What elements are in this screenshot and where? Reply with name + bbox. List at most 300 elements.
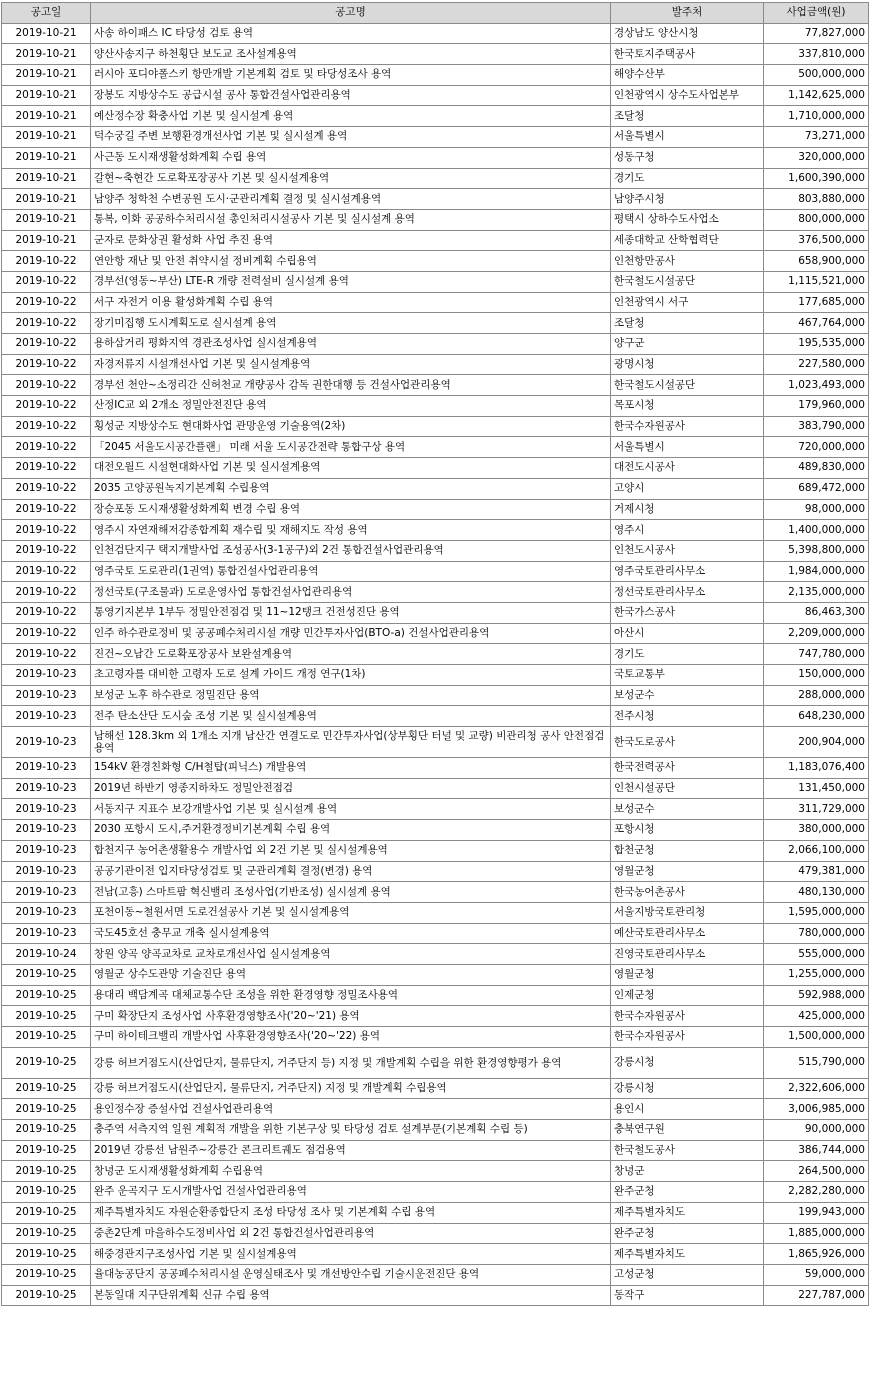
header-date: 공고일 [2, 3, 91, 24]
cell-org: 진영국토관리사무소 [611, 944, 764, 965]
cell-amount: 77,827,000 [764, 23, 869, 44]
cell-date: 2019-10-25 [2, 1223, 91, 1244]
cell-amount: 1,183,076,400 [764, 758, 869, 779]
table-row [2, 1182, 869, 1203]
cell-name: 제주특별자치도 자원순환종합단지 조성 타당성 조사 및 기본계획 수립 용역 [91, 1202, 611, 1223]
cell-amount: 1,500,000,000 [764, 1027, 869, 1048]
table-row [2, 292, 869, 313]
cell-org: 인천도시공사 [611, 540, 764, 561]
cell-date: 2019-10-23 [2, 665, 91, 686]
cell-amount: 177,685,000 [764, 292, 869, 313]
cell-amount: 1,023,493,000 [764, 375, 869, 396]
cell-name: 2030 포항시 도시,주거환경정비기본계획 수립 용역 [91, 820, 611, 841]
table-row [2, 840, 869, 861]
cell-amount: 227,580,000 [764, 354, 869, 375]
table-row [2, 602, 869, 623]
cell-name: 공공기관이전 입지타당성검토 및 군관리계획 결정(변경) 용역 [91, 861, 611, 882]
cell-name: 용하삼거리 평화지역 경관조성사업 실시설계용역 [91, 334, 611, 355]
cell-amount: 1,255,000,000 [764, 964, 869, 985]
cell-org: 동작구 [611, 1285, 764, 1306]
cell-org: 한국수자원공사 [611, 1006, 764, 1027]
cell-name: 군자로 문화상권 활성화 사업 추진 용역 [91, 230, 611, 251]
cell-amount: 337,810,000 [764, 44, 869, 65]
table-row [2, 65, 869, 86]
cell-date: 2019-10-22 [2, 334, 91, 355]
cell-amount: 1,984,000,000 [764, 561, 869, 582]
cell-org: 해양수산부 [611, 65, 764, 86]
cell-name: 연안항 재난 및 안전 취약시설 정비계획 수립용역 [91, 251, 611, 272]
table-row [2, 437, 869, 458]
cell-date: 2019-10-23 [2, 902, 91, 923]
table-row [2, 520, 869, 541]
cell-name: 2035 고양공원녹지기본계획 수립용역 [91, 478, 611, 499]
cell-org: 한국토지주택공사 [611, 44, 764, 65]
cell-amount: 320,000,000 [764, 147, 869, 168]
cell-amount: 2,066,100,000 [764, 840, 869, 861]
table-row [2, 375, 869, 396]
cell-org: 세종대학교 산학협력단 [611, 230, 764, 251]
cell-amount: 658,900,000 [764, 251, 869, 272]
cell-org: 정선국토관리사무소 [611, 582, 764, 603]
table-row [2, 1140, 869, 1161]
cell-amount: 98,000,000 [764, 499, 869, 520]
cell-amount: 131,450,000 [764, 778, 869, 799]
cell-org: 한국수자원공사 [611, 416, 764, 437]
cell-name: 국도45호선 충무교 개축 실시설계용역 [91, 923, 611, 944]
cell-name: 전주 탄소산단 도시숲 조성 기본 및 실시설계용역 [91, 706, 611, 727]
cell-name: 인주 하수관로정비 및 공공폐수처리시설 개량 민간투자사업(BTO-a) 건설사업관리용역 [91, 623, 611, 644]
table-row [2, 778, 869, 799]
cell-name: 충주역 서측지역 일원 계획적 개발을 위한 기본구상 및 타당성 검토 설계부문(기본계획 수립 등) [91, 1120, 611, 1141]
cell-date: 2019-10-25 [2, 1140, 91, 1161]
cell-org: 영주시 [611, 520, 764, 541]
cell-amount: 195,535,000 [764, 334, 869, 355]
cell-org: 조달청 [611, 106, 764, 127]
cell-name: 예산정수장 확충사업 기본 및 실시설계 용역 [91, 106, 611, 127]
cell-org: 영주국토관리사무소 [611, 561, 764, 582]
cell-name: 구미 하이테크밸리 개발사업 사후환경영향조사('20~'22) 용역 [91, 1027, 611, 1048]
cell-date: 2019-10-21 [2, 65, 91, 86]
cell-amount: 150,000,000 [764, 665, 869, 686]
cell-org: 경상남도 양산시청 [611, 23, 764, 44]
cell-date: 2019-10-23 [2, 923, 91, 944]
cell-date: 2019-10-22 [2, 478, 91, 499]
cell-date: 2019-10-22 [2, 602, 91, 623]
cell-org: 인천광역시 상수도사업본부 [611, 85, 764, 106]
cell-amount: 515,790,000 [764, 1047, 869, 1078]
header-name: 공고명 [91, 3, 611, 24]
cell-date: 2019-10-22 [2, 458, 91, 479]
cell-amount: 5,398,800,000 [764, 540, 869, 561]
cell-org: 서울특별시 [611, 127, 764, 148]
table-row [2, 799, 869, 820]
cell-date: 2019-10-21 [2, 168, 91, 189]
cell-amount: 227,787,000 [764, 1285, 869, 1306]
cell-amount: 2,282,280,000 [764, 1182, 869, 1203]
cell-date: 2019-10-23 [2, 799, 91, 820]
cell-date: 2019-10-22 [2, 623, 91, 644]
cell-amount: 2,322,606,000 [764, 1078, 869, 1099]
table-row [2, 923, 869, 944]
cell-name: 2019년 강릉선 남원주~강릉간 콘크리트궤도 점검용역 [91, 1140, 611, 1161]
cell-org: 인천시설공단 [611, 778, 764, 799]
cell-name: 자경저류지 시설개선사업 기본 및 실시설계용역 [91, 354, 611, 375]
cell-org: 창녕군 [611, 1161, 764, 1182]
cell-name: 덕수궁길 주변 보행환경개선사업 기본 및 실시설계 용역 [91, 127, 611, 148]
cell-name: 창원 양곡 양곡교차로 교차로개선사업 실시설계용역 [91, 944, 611, 965]
cell-amount: 800,000,000 [764, 209, 869, 230]
table-row [2, 168, 869, 189]
cell-name: 사송 하이패스 IC 타당성 검토 용역 [91, 23, 611, 44]
cell-org: 한국철도시설공단 [611, 375, 764, 396]
cell-amount: 2,135,000,000 [764, 582, 869, 603]
cell-date: 2019-10-22 [2, 540, 91, 561]
cell-name: 중촌2단계 마을하수도정비사업 외 2건 통합건설사업관리용역 [91, 1223, 611, 1244]
cell-amount: 479,381,000 [764, 861, 869, 882]
cell-name: 통복, 이화 공공하수처리시설 총인처리시설공사 기본 및 실시설계 용역 [91, 209, 611, 230]
cell-org: 대전도시공사 [611, 458, 764, 479]
table-row [2, 1223, 869, 1244]
cell-name: 창녕군 도시재생활성화계획 수립용역 [91, 1161, 611, 1182]
cell-name: 2019년 하반기 영종지하차도 정밀안전점검 [91, 778, 611, 799]
cell-org: 인제군청 [611, 985, 764, 1006]
table-row [2, 416, 869, 437]
cell-org: 한국철도시설공단 [611, 271, 764, 292]
table-row [2, 478, 869, 499]
cell-amount: 425,000,000 [764, 1006, 869, 1027]
cell-org: 보성군수 [611, 799, 764, 820]
table-row [2, 820, 869, 841]
cell-org: 성동구청 [611, 147, 764, 168]
table-row [2, 902, 869, 923]
table-row [2, 1027, 869, 1048]
cell-date: 2019-10-23 [2, 861, 91, 882]
cell-date: 2019-10-23 [2, 727, 91, 758]
cell-org: 목포시청 [611, 396, 764, 417]
cell-date: 2019-10-22 [2, 561, 91, 582]
cell-name: 영주국토 도로관리(1권역) 통합건설사업관리용역 [91, 561, 611, 582]
cell-date: 2019-10-22 [2, 251, 91, 272]
cell-name: 러시아 포디야폴스키 항만개발 기본계획 검토 및 타당성조사 용역 [91, 65, 611, 86]
cell-org: 국토교통부 [611, 665, 764, 686]
table-row [2, 644, 869, 665]
cell-name: 전남(고흥) 스마트팜 혁신밸리 조성사업(기반조성) 실시설계 용역 [91, 882, 611, 903]
table-row [2, 189, 869, 210]
cell-date: 2019-10-21 [2, 106, 91, 127]
table-row [2, 458, 869, 479]
cell-name: 강릉 허브거점도시(산업단지, 물류단지, 거주단지) 지정 및 개발계획 수립용역 [91, 1078, 611, 1099]
table-row [2, 944, 869, 965]
table-row [2, 23, 869, 44]
cell-amount: 179,960,000 [764, 396, 869, 417]
cell-date: 2019-10-21 [2, 230, 91, 251]
cell-org: 인천광역시 서구 [611, 292, 764, 313]
table-row [2, 354, 869, 375]
cell-org: 한국도로공사 [611, 727, 764, 758]
cell-org: 강릉시청 [611, 1078, 764, 1099]
cell-date: 2019-10-25 [2, 1047, 91, 1078]
cell-amount: 264,500,000 [764, 1161, 869, 1182]
cell-org: 서울지방국토관리청 [611, 902, 764, 923]
cell-date: 2019-10-25 [2, 1099, 91, 1120]
table-row [2, 706, 869, 727]
cell-amount: 3,006,985,000 [764, 1099, 869, 1120]
cell-org: 조달청 [611, 313, 764, 334]
header-amount: 사업금액(원) [764, 3, 869, 24]
cell-org: 한국가스공사 [611, 602, 764, 623]
cell-name: 율대농공단지 공공폐수처리시설 운영실태조사 및 개선방안수립 기술시운전진단 용역 [91, 1264, 611, 1285]
cell-org: 한국농어촌공사 [611, 882, 764, 903]
cell-amount: 1,595,000,000 [764, 902, 869, 923]
cell-date: 2019-10-22 [2, 292, 91, 313]
cell-date: 2019-10-25 [2, 985, 91, 1006]
cell-amount: 73,271,000 [764, 127, 869, 148]
cell-name: 장기미집행 도시계획도로 실시설계 용역 [91, 313, 611, 334]
table-row [2, 561, 869, 582]
cell-amount: 1,600,390,000 [764, 168, 869, 189]
cell-amount: 2,209,000,000 [764, 623, 869, 644]
cell-name: 154kV 환경친화형 C/H철탑(피닉스) 개발용역 [91, 758, 611, 779]
cell-date: 2019-10-25 [2, 1161, 91, 1182]
cell-name: 용대리 백담계곡 대체교통수단 조성을 위한 환경영향 정밀조사용역 [91, 985, 611, 1006]
cell-org: 한국전력공사 [611, 758, 764, 779]
cell-org: 남양주시청 [611, 189, 764, 210]
cell-amount: 720,000,000 [764, 437, 869, 458]
cell-name: 정선국토(구조물과) 도로운영사업 통합건설사업관리용역 [91, 582, 611, 603]
cell-org: 서울특별시 [611, 437, 764, 458]
cell-date: 2019-10-25 [2, 1027, 91, 1048]
cell-date: 2019-10-22 [2, 582, 91, 603]
cell-amount: 1,400,000,000 [764, 520, 869, 541]
table-row [2, 313, 869, 334]
table-row [2, 582, 869, 603]
cell-date: 2019-10-25 [2, 1202, 91, 1223]
cell-org: 인천항만공사 [611, 251, 764, 272]
cell-org: 포항시청 [611, 820, 764, 841]
cell-date: 2019-10-23 [2, 820, 91, 841]
cell-date: 2019-10-21 [2, 147, 91, 168]
cell-date: 2019-10-24 [2, 944, 91, 965]
cell-name: 서동지구 지표수 보강개발사업 기본 및 실시설계 용역 [91, 799, 611, 820]
cell-org: 거제시청 [611, 499, 764, 520]
procurement-table [1, 2, 869, 1306]
cell-amount: 489,830,000 [764, 458, 869, 479]
cell-org: 제주특별자치도 [611, 1202, 764, 1223]
cell-date: 2019-10-25 [2, 1244, 91, 1265]
table-row [2, 1244, 869, 1265]
table-row [2, 396, 869, 417]
table-row [2, 230, 869, 251]
cell-name: 구미 확장단지 조성사업 사후환경영향조사('20~'21) 용역 [91, 1006, 611, 1027]
cell-org: 전주시청 [611, 706, 764, 727]
cell-date: 2019-10-23 [2, 685, 91, 706]
table-row [2, 727, 869, 758]
cell-date: 2019-10-23 [2, 882, 91, 903]
cell-org: 고성군청 [611, 1264, 764, 1285]
cell-amount: 383,790,000 [764, 416, 869, 437]
table-row [2, 1161, 869, 1182]
table-row [2, 106, 869, 127]
cell-amount: 288,000,000 [764, 685, 869, 706]
cell-date: 2019-10-21 [2, 44, 91, 65]
cell-name: 남양주 청학천 수변공원 도시·군관리계획 결정 및 실시설계용역 [91, 189, 611, 210]
cell-date: 2019-10-22 [2, 271, 91, 292]
cell-date: 2019-10-25 [2, 1078, 91, 1099]
cell-org: 한국철도공사 [611, 1140, 764, 1161]
cell-name: 대전오월드 시설현대화사업 기본 및 실시설계용역 [91, 458, 611, 479]
table-row [2, 758, 869, 779]
cell-date: 2019-10-22 [2, 354, 91, 375]
cell-name: 「2045 서울도시공간플랜」 미래 서울 도시공간전략 통합구상 용역 [91, 437, 611, 458]
table-row [2, 147, 869, 168]
cell-amount: 311,729,000 [764, 799, 869, 820]
cell-date: 2019-10-22 [2, 396, 91, 417]
cell-name: 서구 자전거 이용 활성화계획 수립 용역 [91, 292, 611, 313]
cell-amount: 648,230,000 [764, 706, 869, 727]
table-row [2, 964, 869, 985]
table-row [2, 85, 869, 106]
cell-amount: 1,115,521,000 [764, 271, 869, 292]
header-org: 발주처 [611, 3, 764, 24]
cell-amount: 480,130,000 [764, 882, 869, 903]
cell-org: 용인시 [611, 1099, 764, 1120]
cell-name: 용인정수장 증설사업 건설사업관리용역 [91, 1099, 611, 1120]
cell-name: 보성군 노후 하수관로 정밀진단 용역 [91, 685, 611, 706]
cell-name: 영월군 상수도관망 기술진단 용역 [91, 964, 611, 985]
cell-name: 횡성군 지방상수도 현대화사업 관망운영 기술용역(2차) [91, 416, 611, 437]
table-row [2, 882, 869, 903]
table-row [2, 44, 869, 65]
cell-date: 2019-10-25 [2, 1264, 91, 1285]
cell-name: 초고령자를 대비한 고령자 도로 설계 가이드 개정 연구(1차) [91, 665, 611, 686]
cell-date: 2019-10-21 [2, 189, 91, 210]
cell-amount: 90,000,000 [764, 1120, 869, 1141]
table-row [2, 271, 869, 292]
cell-org: 완주군청 [611, 1223, 764, 1244]
cell-name: 경부선 천안~소정리간 신허천교 개량공사 감독 권한대행 등 건설사업관리용역 [91, 375, 611, 396]
cell-date: 2019-10-21 [2, 85, 91, 106]
cell-amount: 1,142,625,000 [764, 85, 869, 106]
table-row [2, 127, 869, 148]
cell-org: 영월군청 [611, 861, 764, 882]
cell-date: 2019-10-25 [2, 1120, 91, 1141]
cell-org: 완주군청 [611, 1182, 764, 1203]
cell-amount: 1,885,000,000 [764, 1223, 869, 1244]
cell-amount: 689,472,000 [764, 478, 869, 499]
table-row [2, 540, 869, 561]
cell-org: 광명시청 [611, 354, 764, 375]
cell-org: 영월군청 [611, 964, 764, 985]
cell-org: 경기도 [611, 168, 764, 189]
cell-date: 2019-10-21 [2, 127, 91, 148]
cell-date: 2019-10-22 [2, 520, 91, 541]
table-row [2, 1264, 869, 1285]
cell-date: 2019-10-22 [2, 375, 91, 396]
table-row [2, 1047, 869, 1078]
table-row [2, 251, 869, 272]
table-row [2, 623, 869, 644]
cell-date: 2019-10-23 [2, 840, 91, 861]
table-header-row [2, 3, 869, 24]
cell-amount: 199,943,000 [764, 1202, 869, 1223]
cell-name: 사근동 도시재생활성화계획 수립 용역 [91, 147, 611, 168]
table-row [2, 985, 869, 1006]
table-row [2, 1099, 869, 1120]
table-row [2, 665, 869, 686]
cell-name: 장승포동 도시재생활성화계획 변경 수립 용역 [91, 499, 611, 520]
table-row [2, 1202, 869, 1223]
cell-date: 2019-10-21 [2, 209, 91, 230]
cell-amount: 200,904,000 [764, 727, 869, 758]
cell-org: 평택시 상하수도사업소 [611, 209, 764, 230]
cell-org: 강릉시청 [611, 1047, 764, 1078]
cell-name: 갈현~축현간 도로확포장공사 기본 및 실시설계용역 [91, 168, 611, 189]
cell-name: 해중경관지구조성사업 기본 및 실시설계용역 [91, 1244, 611, 1265]
cell-date: 2019-10-25 [2, 1285, 91, 1306]
cell-org: 예산국토관리사무소 [611, 923, 764, 944]
table-body [2, 23, 869, 1306]
cell-date: 2019-10-22 [2, 437, 91, 458]
table-row [2, 1285, 869, 1306]
cell-amount: 803,880,000 [764, 189, 869, 210]
cell-org: 합천군청 [611, 840, 764, 861]
table-row [2, 499, 869, 520]
cell-amount: 59,000,000 [764, 1264, 869, 1285]
table-row [2, 861, 869, 882]
table-row [2, 334, 869, 355]
cell-name: 장봉도 지방상수도 공급시설 공사 통합건설사업관리용역 [91, 85, 611, 106]
cell-date: 2019-10-22 [2, 416, 91, 437]
table-row [2, 1120, 869, 1141]
cell-name: 남해선 128.3km 외 1개소 지개 남산간 연결도로 민간투자사업(상부횡단 터널 및 교량) 비관리청 공사 안전점검 용역 [91, 727, 611, 758]
cell-date: 2019-10-22 [2, 313, 91, 334]
cell-name: 산정IC교 외 2개소 정밀안전진단 용역 [91, 396, 611, 417]
cell-name: 강릉 허브거점도시(산업단지, 물류단지, 거주단지 등) 지정 및 개발계획 수립을 위한 환경영향평가 용역 [91, 1047, 611, 1078]
cell-name: 인천검단지구 택지개발사업 조성공사(3-1공구)외 2건 통합건설사업관리용역 [91, 540, 611, 561]
cell-name: 진건~오남간 도로확포장공사 보완설계용역 [91, 644, 611, 665]
cell-amount: 376,500,000 [764, 230, 869, 251]
cell-org: 한국수자원공사 [611, 1027, 764, 1048]
cell-org: 충북연구원 [611, 1120, 764, 1141]
cell-amount: 1,710,000,000 [764, 106, 869, 127]
cell-date: 2019-10-21 [2, 23, 91, 44]
cell-org: 제주특별자치도 [611, 1244, 764, 1265]
cell-date: 2019-10-23 [2, 706, 91, 727]
cell-org: 경기도 [611, 644, 764, 665]
table-row [2, 209, 869, 230]
cell-amount: 592,988,000 [764, 985, 869, 1006]
cell-amount: 386,744,000 [764, 1140, 869, 1161]
table-row [2, 1006, 869, 1027]
cell-amount: 467,764,000 [764, 313, 869, 334]
cell-amount: 380,000,000 [764, 820, 869, 841]
cell-amount: 86,463,300 [764, 602, 869, 623]
cell-amount: 747,780,000 [764, 644, 869, 665]
cell-amount: 780,000,000 [764, 923, 869, 944]
cell-name: 합천지구 농어촌생활용수 개발사업 외 2건 기본 및 실시설계용역 [91, 840, 611, 861]
table-row [2, 685, 869, 706]
cell-date: 2019-10-23 [2, 778, 91, 799]
cell-name: 경부선(영동~부산) LTE-R 개량 전력설비 실시설계 용역 [91, 271, 611, 292]
cell-org: 고양시 [611, 478, 764, 499]
table-row [2, 1078, 869, 1099]
cell-amount: 555,000,000 [764, 944, 869, 965]
cell-date: 2019-10-23 [2, 758, 91, 779]
cell-date: 2019-10-25 [2, 964, 91, 985]
cell-name: 통영기지본부 1부두 정밀안전점검 및 11~12탱크 건전성진단 용역 [91, 602, 611, 623]
cell-org: 아산시 [611, 623, 764, 644]
cell-org: 보성군수 [611, 685, 764, 706]
